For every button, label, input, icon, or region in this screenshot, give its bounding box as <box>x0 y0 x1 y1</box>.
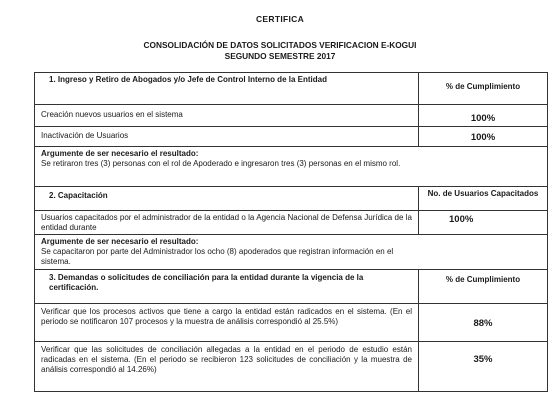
section2-argument-row <box>35 235 547 270</box>
row-label: Usuarios capacitados por el administrador de la entidad o la Agencia Nacional de Defensa Jurídica de la entidad durante <box>35 211 419 234</box>
section1-heading: 1. Ingreso y Retiro de Abogados y/o Jefe de Control Interno de la Entidad <box>35 73 419 104</box>
compliance-table <box>34 72 548 392</box>
argument-block <box>35 235 547 269</box>
row-value: 100% <box>470 113 496 124</box>
table-row <box>35 211 547 235</box>
table-row <box>35 105 547 127</box>
document-title: CONSOLIDACIÓN DE DATOS SOLICITADOS VERIFICACION E-KOGUI <box>143 40 417 50</box>
row-label: Verificar que los procesos activos que tiene a cargo la entidad están radicados en el sistema. (En el periodo se notificaron 107 procesos y la muestra de análisis correspondió al 25.5%) <box>35 304 419 341</box>
header-cut-text <box>110 0 440 3</box>
argument-block <box>35 147 547 186</box>
table-row <box>35 342 547 392</box>
argument-text: Se retiraron tres (3) personas con el rol de Apoderado e ingresaron tres (3) personas en el mismo rol. <box>41 159 401 168</box>
section3-heading: 3. Demandas o solicitudes de conciliación para la entidad durante la vigencia de la certificación. <box>35 270 419 303</box>
section1-argument-row <box>35 147 547 187</box>
row-value: 100% <box>470 132 496 143</box>
row-value: 88% <box>473 318 493 329</box>
certifica-heading: CERTIFICA <box>255 14 305 24</box>
section3-header-row <box>35 270 547 304</box>
argument-label: Argumente de ser necesario el resultado: <box>41 149 199 158</box>
argument-text: Se capacitaron por parte del Administrador los ocho (8) apoderados que registran información en el sistema. <box>41 247 394 266</box>
row-label: Inactivación de Usuarios <box>35 127 419 146</box>
section3-column-header: % de Cumplimiento <box>445 275 521 284</box>
section2-header-row <box>35 187 547 211</box>
row-value: 35% <box>473 354 493 365</box>
section2-heading: 2. Capacitación <box>35 187 419 210</box>
row-value: 100% <box>449 214 474 225</box>
argument-label: Argumente de ser necesario el resultado: <box>41 237 199 246</box>
table-row <box>35 127 547 147</box>
section1-header-row <box>35 73 547 105</box>
table-row <box>35 304 547 342</box>
document-subtitle: SEGUNDO SEMESTRE 2017 <box>224 51 336 61</box>
section1-column-header: % de Cumplimiento <box>445 82 521 91</box>
section2-column-header: No. de Usuarios Capacitados <box>427 189 539 198</box>
row-label: Verificar que las solicitudes de conciliación allegadas a la entidad en el periodo de estudio están radicadas en el sistema. (En el periodo se recibieron 123 solicitudes de conciliación y la muestra de análisis correspondió al 14.26%) <box>35 342 419 391</box>
row-label: Creación nuevos usuarios en el sistema <box>35 105 419 126</box>
